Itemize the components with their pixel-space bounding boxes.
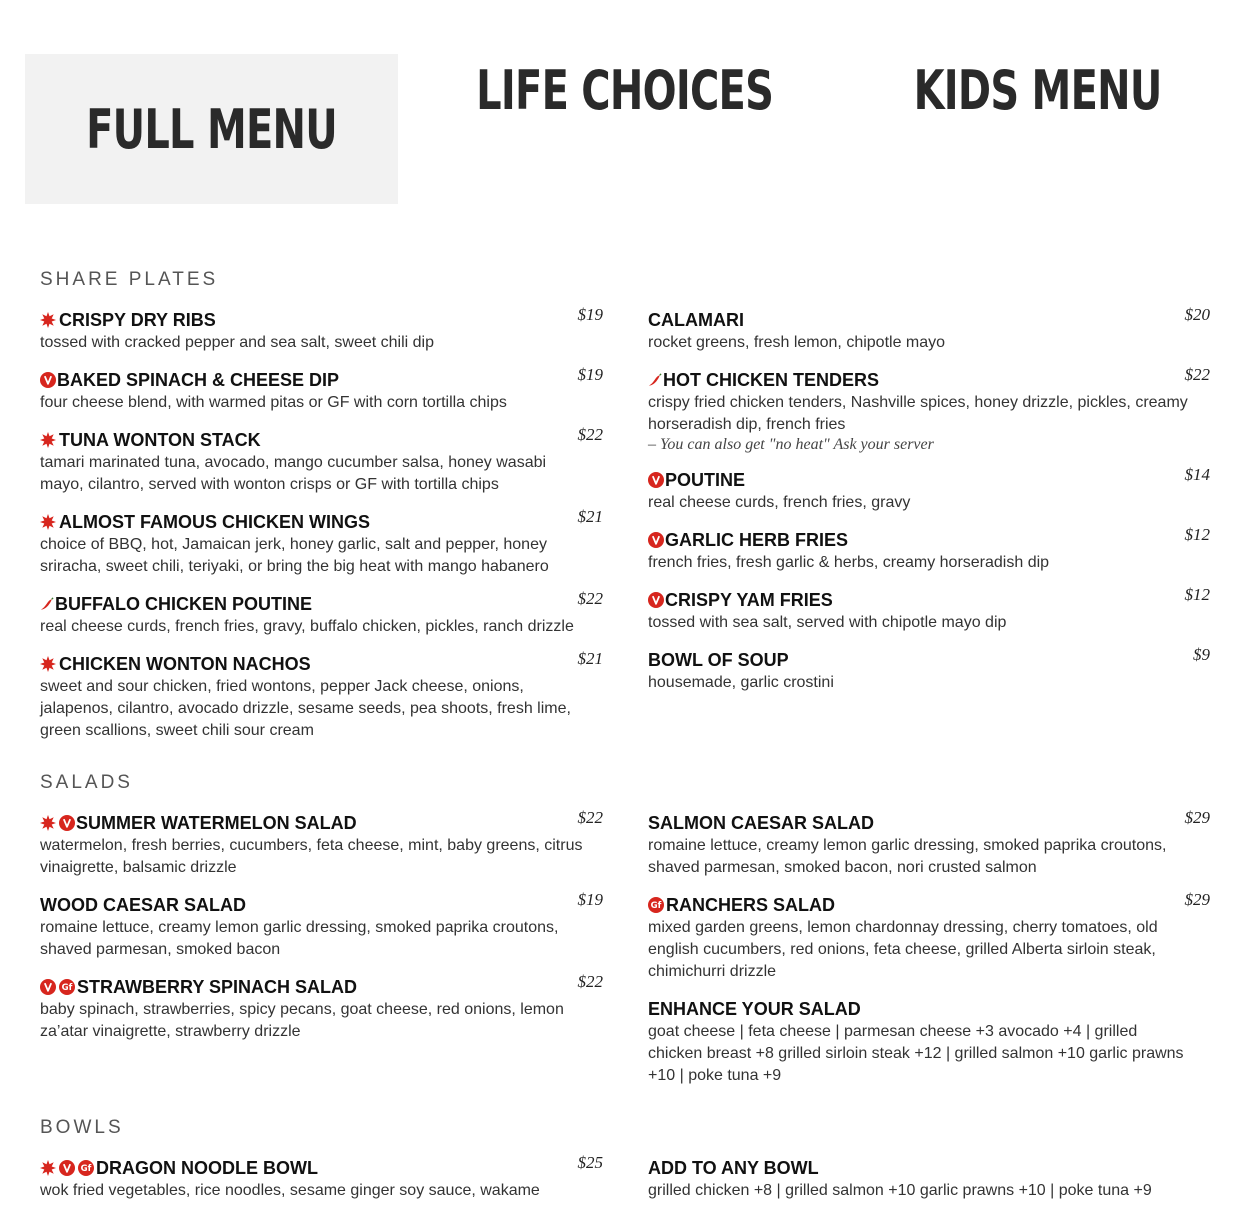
menu-item-crispy-dry-ribs [40, 305, 603, 354]
menu-item-bowl-of-soup [648, 645, 1210, 694]
section-heading-salads: SALADS [40, 772, 133, 793]
menu-item-price: $19 [577, 365, 603, 384]
menu-item-name: BUFFALO CHICKEN POUTINE [40, 593, 603, 615]
menu-item-calamari [648, 305, 1210, 354]
menu-item-description: tossed with sea salt, served with chipotle mayo dip [648, 614, 1007, 631]
menu-item-name: SALMON CAESAR SALAD [648, 812, 875, 833]
menu-item-name: SUMMER WATERMELON SALAD [40, 812, 603, 834]
chili-pepper-icon [40, 596, 54, 612]
menu-item-salmon-caesar-salad [648, 808, 1210, 879]
menu-item-description: mixed garden greens, lemon chardonnay dressing, cherry tomatoes, old english cucumbers, red onions, feta cheese, grilled Alberta sirloin steak, chimichurri drizzle [648, 919, 1158, 980]
menu-item-description: baby spinach, strawberries, spicy pecans, goat cheese, red onions, lemon za’atar vinaigrette, strawberry drizzle [40, 1001, 564, 1040]
chili-pepper-icon [648, 372, 662, 388]
menu-item-description: wok fried vegetables, rice noodles, sesame ginger soy sauce, wakame [40, 1182, 540, 1199]
menu-item-price: $19 [577, 305, 603, 324]
menu-item-name: GARLIC HERB FRIES [648, 529, 1210, 551]
menu-item-strawberry-spinach-salad [40, 972, 603, 1043]
menu-item-description: real cheese curds, french fries, gravy, buffalo chicken, pickles, ranch drizzle [40, 618, 574, 635]
menu-item-garlic-herb-fries [648, 525, 1210, 574]
tab-full-menu[interactable] [25, 54, 398, 204]
menu-item-name: CHICKEN WONTON NACHOS [40, 653, 603, 675]
menu-item-price: $29 [1184, 808, 1210, 827]
menu-item-price: $25 [577, 1153, 603, 1172]
menu-item-price: $12 [1184, 525, 1210, 544]
menu-item-dragon-noodle-bowl [40, 1153, 603, 1202]
menu-item-price: $14 [1184, 465, 1210, 484]
vegetarian-icon [40, 372, 56, 388]
vegetarian-icon [648, 532, 664, 548]
menu-item-name: CRISPY YAM FRIES [648, 589, 1210, 611]
menu-item-tuna-wonton-stack [40, 425, 603, 496]
menu-item-poutine [648, 465, 1210, 514]
menu-item-price: $9 [1193, 645, 1210, 664]
menu-item-name: STRAWBERRY SPINACH SALAD [40, 976, 603, 998]
menu-item-chicken-wings [40, 507, 603, 578]
menu-item-description: rocket greens, fresh lemon, chipotle mayo [648, 334, 946, 351]
menu-item-description: sweet and sour chicken, fried wontons, pepper Jack cheese, onions, jalapenos, cilantro, avocado drizzle, sesame seeds, pea shoots, fresh lime, green scallions, sweet chili sour cream [40, 678, 571, 739]
menu-item-description: housemade, garlic crostini [648, 674, 834, 691]
menu-item-wood-caesar-salad [40, 890, 603, 961]
menu-item-name: RANCHERS SALAD [648, 894, 1210, 916]
menu-item-hot-chicken-tenders [648, 365, 1210, 454]
menu-item-description: grilled chicken +8 | grilled salmon +10 garlic prawns +10 | poke tuna +9 [648, 1182, 1152, 1199]
menu-item-name: ALMOST FAMOUS CHICKEN WINGS [40, 511, 603, 533]
menu-item-price: $19 [577, 890, 603, 909]
tab-life-choices-label: LIFE CHOICES [476, 58, 774, 122]
gluten-free-icon [648, 897, 664, 913]
menu-item-price: $22 [577, 972, 603, 991]
gluten-free-icon [59, 979, 75, 995]
menu-item-price: $22 [577, 808, 603, 827]
menu-item-description: romaine lettuce, creamy lemon garlic dressing, smoked paprika croutons, shaved parmesan, smoked bacon, nori crusted salmon [648, 837, 1167, 876]
spicy-icon [40, 815, 56, 831]
vegetarian-icon [40, 979, 56, 995]
menu-item-description: crispy fried chicken tenders, Nashville spices, honey drizzle, pickles, creamy horseradish dip, french fries [648, 394, 1188, 433]
menu-item-note: – You can also get "no heat" Ask your server [648, 436, 934, 453]
menu-item-description: french fries, fresh garlic & herbs, creamy horseradish dip [648, 554, 1050, 571]
menu-item-price: $20 [1184, 305, 1210, 324]
menu-item-name: HOT CHICKEN TENDERS [648, 369, 1210, 391]
menu-item-name: ENHANCE YOUR SALAD [648, 998, 861, 1019]
section-heading-bowls: BOWLS [40, 1117, 124, 1138]
menu-item-description: goat cheese | feta cheese | parmesan cheese +3 avocado +4 | grilled chicken breast +8 grilled sirloin steak +12 | grilled salmon +10 garlic prawns +10 | poke tuna +9 [648, 1023, 1184, 1084]
vegetarian-icon [648, 472, 664, 488]
menu-item-price: $21 [577, 649, 603, 668]
menu-item-chicken-wonton-nachos [40, 649, 603, 742]
menu-item-baked-spinach-dip [40, 365, 603, 414]
menu-item-description: romaine lettuce, creamy lemon garlic dressing, smoked paprika croutons, shaved parmesan, smoked bacon [40, 919, 559, 958]
tab-life-choices[interactable] [430, 40, 820, 140]
tab-kids-menu[interactable] [860, 40, 1215, 140]
menu-item-name: WOOD CAESAR SALAD [40, 894, 246, 915]
menu-item-description: real cheese curds, french fries, gravy [648, 494, 911, 511]
vegetarian-icon [59, 815, 75, 831]
spicy-icon [40, 432, 56, 448]
menu-item-add-to-any-bowl [648, 1157, 1210, 1202]
menu-item-name: DRAGON NOODLE BOWL [40, 1157, 603, 1179]
menu-item-price: $22 [577, 589, 603, 608]
tab-kids-menu-label: KIDS MENU [913, 58, 1162, 122]
spicy-icon [40, 514, 56, 530]
menu-item-description: tamari marinated tuna, avocado, mango cucumber salsa, honey wasabi mayo, cilantro, served with wonton crisps or GF with tortilla chips [40, 454, 547, 493]
menu-item-name: TUNA WONTON STACK [40, 429, 603, 451]
menu-item-description: tossed with cracked pepper and sea salt, sweet chili dip [40, 334, 434, 351]
menu-item-crispy-yam-fries [648, 585, 1210, 634]
menu-item-name: POUTINE [648, 469, 1210, 491]
spicy-icon [40, 1160, 56, 1176]
menu-item-name: BAKED SPINACH & CHEESE DIP [40, 369, 603, 391]
menu-item-buffalo-chicken-poutine [40, 589, 603, 638]
menu-item-description: four cheese blend, with warmed pitas or GF with corn tortilla chips [40, 394, 507, 411]
menu-item-name: CRISPY DRY RIBS [40, 309, 603, 331]
section-heading-share-plates: SHARE PLATES [40, 269, 219, 290]
menu-item-price: $21 [577, 507, 603, 526]
menu-item-description: watermelon, fresh berries, cucumbers, feta cheese, mint, baby greens, citrus vinaigrette, balsamic drizzle [40, 837, 583, 876]
menu-item-name: CALAMARI [648, 309, 744, 330]
menu-item-price: $22 [1184, 365, 1210, 384]
menu-item-enhance-your-salad [648, 998, 1210, 1087]
menu-item-summer-watermelon-salad [40, 808, 603, 879]
menu-item-name: ADD TO ANY BOWL [648, 1157, 819, 1178]
menu-item-ranchers-salad [648, 890, 1210, 983]
gluten-free-icon [78, 1160, 94, 1176]
menu-item-description: choice of BBQ, hot, Jamaican jerk, honey garlic, salt and pepper, honey sriracha, sweet chili, teriyaki, or bring the big heat with mango habanero [40, 536, 549, 575]
vegetarian-icon [59, 1160, 75, 1176]
menu-item-name: BOWL OF SOUP [648, 649, 789, 670]
menu-item-price: $29 [1184, 890, 1210, 909]
menu-item-price: $22 [577, 425, 603, 444]
vegetarian-icon [648, 592, 664, 608]
tab-full-menu-label: FULL MENU [86, 97, 337, 161]
spicy-icon [40, 312, 56, 328]
spicy-icon [40, 656, 56, 672]
menu-item-price: $12 [1184, 585, 1210, 604]
